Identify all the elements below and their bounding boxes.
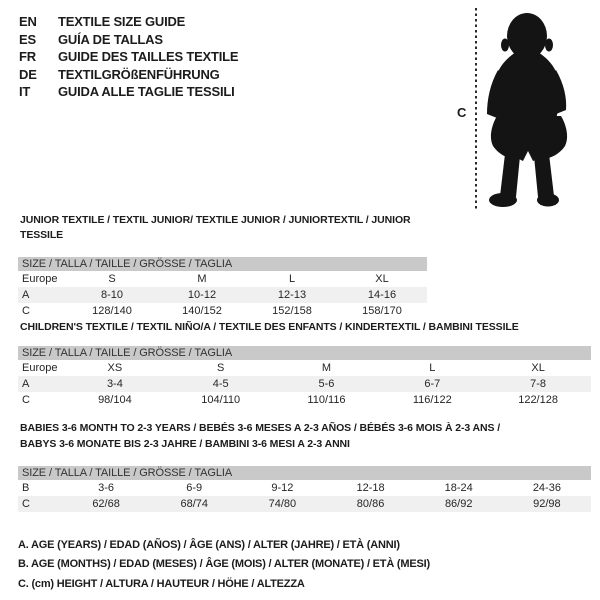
size-cell: M (197, 273, 207, 285)
age-cell: 5-6 (318, 378, 335, 390)
table-row-europe (18, 360, 591, 376)
months-cell: 6-9 (186, 482, 203, 494)
row-label: A (22, 289, 30, 301)
language-code: FR (19, 49, 36, 65)
size-cell: S (108, 273, 116, 285)
language-row-de (19, 66, 238, 84)
height-cell: 98/104 (98, 394, 132, 406)
language-row-fr (19, 48, 238, 66)
language-code: DE (19, 66, 37, 82)
language-title: TEXTILE SIZE GUIDE (58, 14, 186, 29)
language-code: IT (19, 84, 31, 100)
height-cell: 80/86 (356, 498, 385, 510)
footnote-age-months: B. AGE (MONTHS) / EDAD (MESES) / ÂGE (MOIS) / ALTER (MONATE) / ETÀ (MESI) (18, 558, 430, 571)
row-label: B (22, 482, 30, 494)
language-code: ES (19, 31, 36, 47)
junior-size-table (18, 271, 427, 319)
height-cell: 104/110 (201, 394, 241, 406)
language-row-es (19, 31, 238, 49)
height-cell: 74/80 (268, 498, 297, 510)
age-cell: 10-12 (187, 289, 217, 301)
age-cell: 6-7 (424, 378, 441, 390)
children-table-title: CHILDREN'S TEXTILE / TEXTIL NIÑO/A / TEXTILE DES ENFANTS / KINDERTEXTIL / BAMBINI TESSILE (20, 321, 519, 333)
table-row-months (18, 480, 591, 496)
footnote-legend (18, 536, 430, 594)
height-cell: 68/74 (180, 498, 208, 510)
months-cell: 24-36 (532, 482, 561, 494)
height-cell: 140/152 (182, 305, 222, 317)
height-cell: 152/158 (272, 305, 312, 317)
height-cell: 116/122 (412, 394, 452, 406)
age-cell: 14-16 (367, 289, 397, 301)
size-cell: XL (531, 362, 545, 374)
months-cell: 18-24 (444, 482, 473, 494)
age-cell: 7-8 (530, 378, 547, 390)
size-header-band: SIZE / TALLA / TAILLE / GRÖSSE / TAGLIA (18, 346, 591, 360)
height-cell: 110/116 (307, 394, 346, 406)
row-label: C (22, 394, 30, 406)
size-cell: M (321, 362, 332, 374)
age-cell: 8-10 (100, 289, 124, 301)
junior-textile-section (18, 213, 427, 319)
height-measure-label: C (457, 105, 467, 120)
age-cell: 3-4 (106, 378, 123, 390)
language-title: GUÍA DE TALLAS (58, 31, 163, 47)
height-cell: 62/68 (92, 498, 120, 510)
table-row-height (18, 303, 427, 319)
table-row-height (18, 496, 591, 512)
language-title: GUIDE DES TAILLES TEXTILE (58, 49, 239, 65)
age-cell: 4-5 (212, 378, 229, 390)
row-label: Europe (22, 362, 58, 374)
table-row-europe (18, 271, 427, 287)
size-header-band: SIZE / TALLA / TAILLE / GRÖSSE / TAGLIA (18, 466, 591, 480)
row-label: C (22, 498, 30, 510)
size-cell: L (288, 273, 296, 285)
babies-table-title: BABIES 3-6 MONTH TO 2-3 YEARS / BEBÉS 3-6 MESES A 2-3 AÑOS / BÉBÉS 3-6 MOIS À 2-3 ANS / BABYS 3-6 MONATE BIS 2-3 JAHRE / BAMBINI 3-6 MESI A 2-3 ANNI (20, 422, 501, 450)
footnote-age-years: A. AGE (YEARS) / EDAD (AÑOS) / ÂGE (ANS) / ALTER (JAHRE) / ETÀ (ANNI) (18, 539, 400, 551)
height-cell: 86/92 (444, 498, 473, 510)
height-cell: 128/140 (92, 305, 132, 317)
height-dashed-line (475, 8, 477, 210)
size-cell: XS (107, 362, 123, 374)
toddler-silhouette-icon (486, 4, 582, 212)
language-code: EN (19, 14, 37, 29)
babies-size-table (18, 480, 591, 512)
language-title: TEXTILGRÖßENFÜHRUNG (58, 66, 220, 82)
language-guide-list (19, 13, 238, 101)
height-cell: 158/170 (362, 305, 402, 317)
footnote-height: C. (cm) HEIGHT / ALTURA / HAUTEUR / HÖHE / ALTEZZA (18, 577, 305, 590)
row-label: Europe (22, 273, 58, 285)
row-label: C (22, 305, 30, 317)
months-cell: 9-12 (271, 482, 294, 494)
size-cell: S (217, 362, 225, 374)
children-size-table (18, 360, 591, 408)
children-textile-section (18, 320, 591, 408)
language-row-it (19, 83, 238, 101)
age-cell: 12-13 (277, 289, 307, 301)
months-cell: 3-6 (98, 482, 115, 494)
babies-textile-section (18, 420, 591, 512)
row-label: A (22, 378, 30, 390)
size-cell: L (429, 362, 436, 374)
language-row-en (19, 13, 238, 31)
junior-table-title: JUNIOR TEXTILE / TEXTIL JUNIOR/ TEXTILE JUNIOR / JUNIORTEXTIL / JUNIOR TESSILE (20, 214, 411, 241)
size-header-band: SIZE / TALLA / TAILLE / GRÖSSE / TAGLIA (18, 257, 427, 271)
table-row-age (18, 287, 427, 303)
table-row-age (18, 376, 591, 392)
language-title: GUIDA ALLE TAGLIE TESSILI (58, 84, 235, 100)
height-cell: 92/98 (533, 498, 561, 510)
size-cell: XL (375, 273, 389, 285)
months-cell: 12-18 (356, 482, 385, 494)
height-cell: 122/128 (518, 394, 558, 406)
table-row-height (18, 392, 591, 408)
